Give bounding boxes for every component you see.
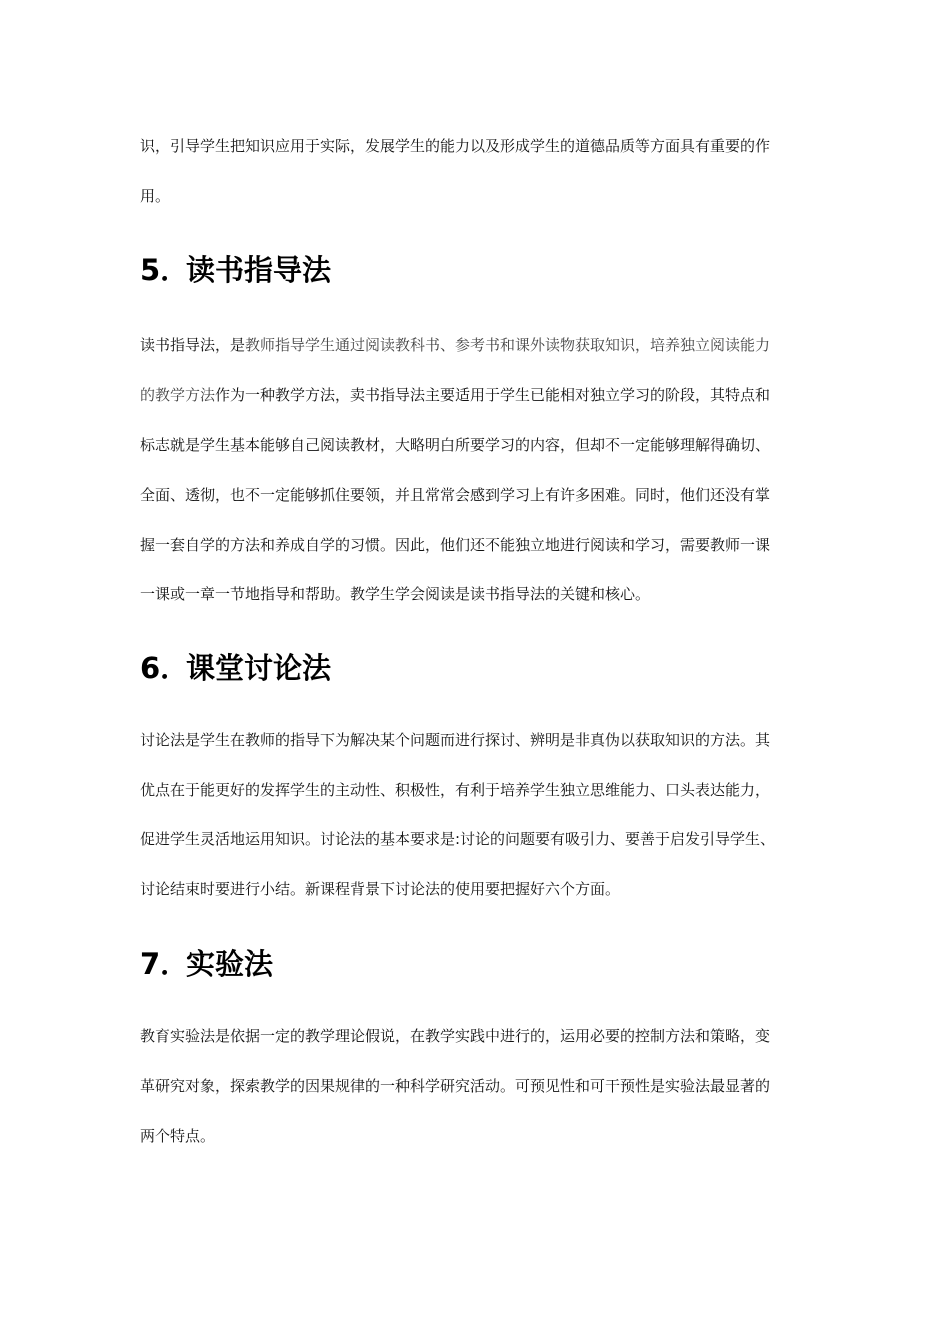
section-number: 6． bbox=[140, 651, 190, 685]
paragraph-line: 标志就是学生基本能够自己阅读教材，大略明白所要学习的内容，但却不一定能够理解得确切、 bbox=[140, 436, 771, 454]
paragraph-line: 讨论法是学生在教师的指导下为解决某个问题而进行探讨、辨明是非真伪以获取知识的方法。其 bbox=[140, 731, 771, 749]
highlighted-text: 教师指导学生通过阅读教科书、参考书和课外读物获取知识，培养独立阅读能力 bbox=[245, 336, 771, 354]
section-title: 读书指导法 bbox=[186, 253, 332, 287]
section-heading-5 bbox=[140, 252, 331, 288]
section-heading-7 bbox=[140, 946, 273, 982]
text-segment: 作为一种教学方法，卖书指导法主要适用于学生已能相对独立学习的阶段，其特点和 bbox=[215, 386, 771, 404]
paragraph-line: 两个特点。 bbox=[140, 1127, 216, 1145]
section-title: 实验法 bbox=[186, 947, 274, 981]
paragraph-line: 教育实验法是依据一定的教学理论假说，在教学实践中进行的，运用必要的控制方法和策略，变 bbox=[140, 1027, 771, 1045]
paragraph-line: 促进学生灵活地运用知识。讨论法的基本要求是:讨论的问题要有吸引力、要善于启发引导学生、 bbox=[140, 830, 776, 848]
section-heading-6 bbox=[140, 650, 331, 686]
paragraph-line: 握一套自学的方法和养成自学的习惯。因此，他们还不能独立地进行阅读和学习，需要教师一课 bbox=[140, 536, 771, 554]
paragraph-line: 一课或一章一节地指导和帮助。教学生学会阅读是读书指导法的关键和核心。 bbox=[140, 585, 651, 603]
paragraph-line: 优点在于能更好的发挥学生的主动性、积极性，有利于培养学生独立思维能力、口头表达能力， bbox=[140, 781, 771, 799]
highlighted-text: 的教学方法 bbox=[140, 386, 216, 404]
text-segment: 读书指导法，是 bbox=[140, 336, 246, 354]
paragraph-line: 识，引导学生把知识应用于实际，发展学生的能力以及形成学生的道德品质等方面具有重要的作 bbox=[140, 137, 771, 155]
paragraph-line: 讨论结束时要进行小结。新课程背景下讨论法的使用要把握好六个方面。 bbox=[140, 880, 621, 898]
paragraph-line: 全面、透彻，也不一定能够抓住要领，并且常常会感到学习上有许多困难。同时，他们还没有掌 bbox=[140, 486, 771, 504]
paragraph-line bbox=[140, 385, 770, 405]
paragraph-line: 用。 bbox=[140, 187, 171, 205]
paragraph-line: 革研究对象，探索教学的因果规律的一种科学研究活动。可预见性和可干预性是实验法最显著的 bbox=[140, 1077, 771, 1095]
section-title: 课堂讨论法 bbox=[186, 651, 332, 685]
section-number: 7． bbox=[140, 947, 190, 981]
section-number: 5． bbox=[140, 253, 190, 287]
paragraph-line bbox=[140, 335, 770, 355]
